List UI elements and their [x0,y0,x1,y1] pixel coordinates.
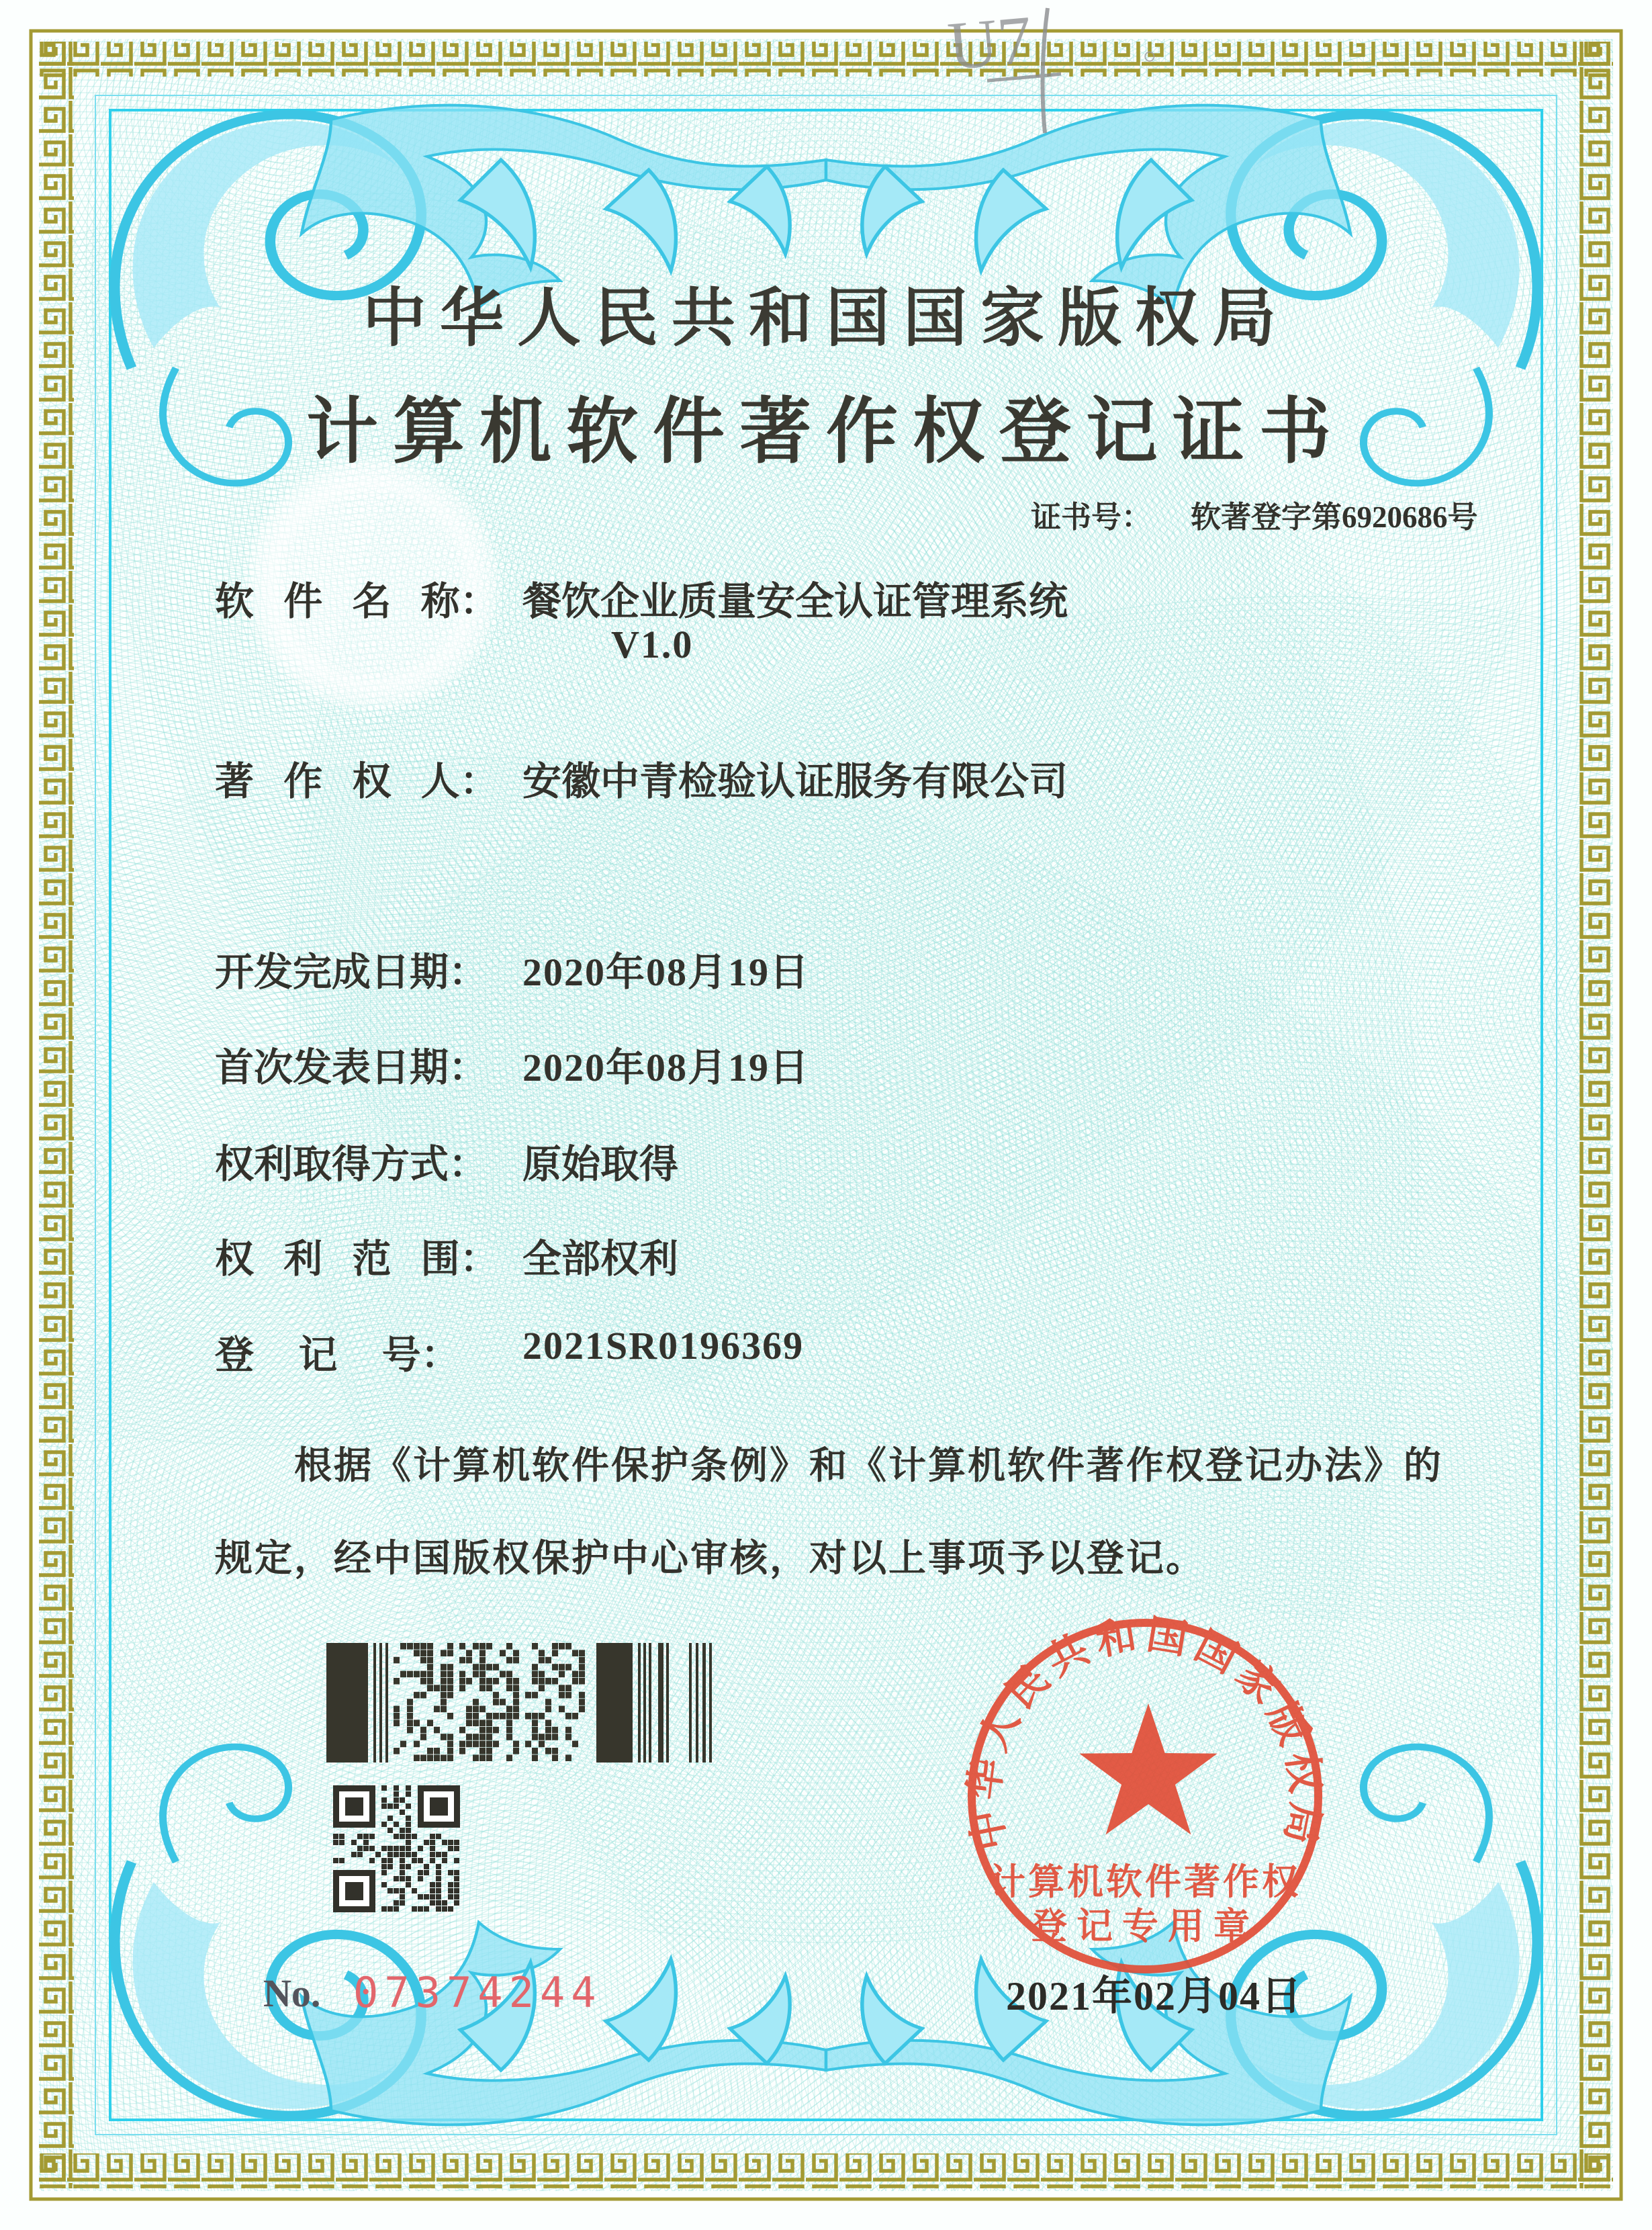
field-label-registration-number: 登 记 号： [215,1333,460,1377]
seal-date: 2021年02月04日 [1006,1974,1303,2018]
field-value-copyright-owner: 安徽中青检验认证服务有限公司 [522,760,1068,803]
field-label-first-publish-date: 首次发表日期： [215,1046,488,1089]
field-value-software-version: V1.0 [611,623,694,666]
field-value-registration-number: 2021SR0196369 [522,1324,805,1368]
statement-line2: 规定，经中国版权保护中心审核，对以上事项予以登记。 [215,1538,1205,1580]
seal-arc-text: 中华人民共和国国家版权局 [960,1611,1330,1855]
field-value-rights-scope: 全部权利 [522,1237,679,1281]
field-label-dev-complete-date: 开发完成日期： [215,950,488,994]
seal-line1: 计算机软件著作权 [989,1862,1301,1902]
field-label-copyright-owner: 著 作 权 人： [215,760,499,803]
serial-number-label: No. [263,1971,321,2015]
statement-line1: 根据《计算机软件保护条例》和《计算机软件著作权登记办法》的 [294,1445,1443,1487]
seal-line2: 登记专用章 [1031,1906,1259,1947]
field-label-software-name: 软 件 名 称： [215,580,499,623]
certificate-title: 计算机软件著作权登记证书 [306,391,1346,472]
field-value-software-name: 餐饮企业质量安全认证管理系统 [522,580,1068,623]
serial-number-value: 07374244 [353,1968,602,2017]
field-label-rights-scope: 权 利 范 围： [215,1237,499,1281]
field-value-rights-acquisition: 原始取得 [522,1143,679,1186]
field-value-dev-complete-date: 2020年08月19日 [522,950,811,994]
certificate-number-label: 证书号： [1031,500,1152,534]
handwritten-dot: 。 [1143,26,1179,66]
field-value-first-publish-date: 2020年08月19日 [522,1046,811,1089]
certificate-number-value: 软著登字第6920686号 [1191,500,1478,534]
certificate-number-line [1031,492,1478,536]
field-label-rights-acquisition: 权利取得方式： [215,1143,488,1186]
authority-title: 中华人民共和国国家版权局 [362,283,1289,354]
handwritten-mark: U7 [945,1,1036,85]
